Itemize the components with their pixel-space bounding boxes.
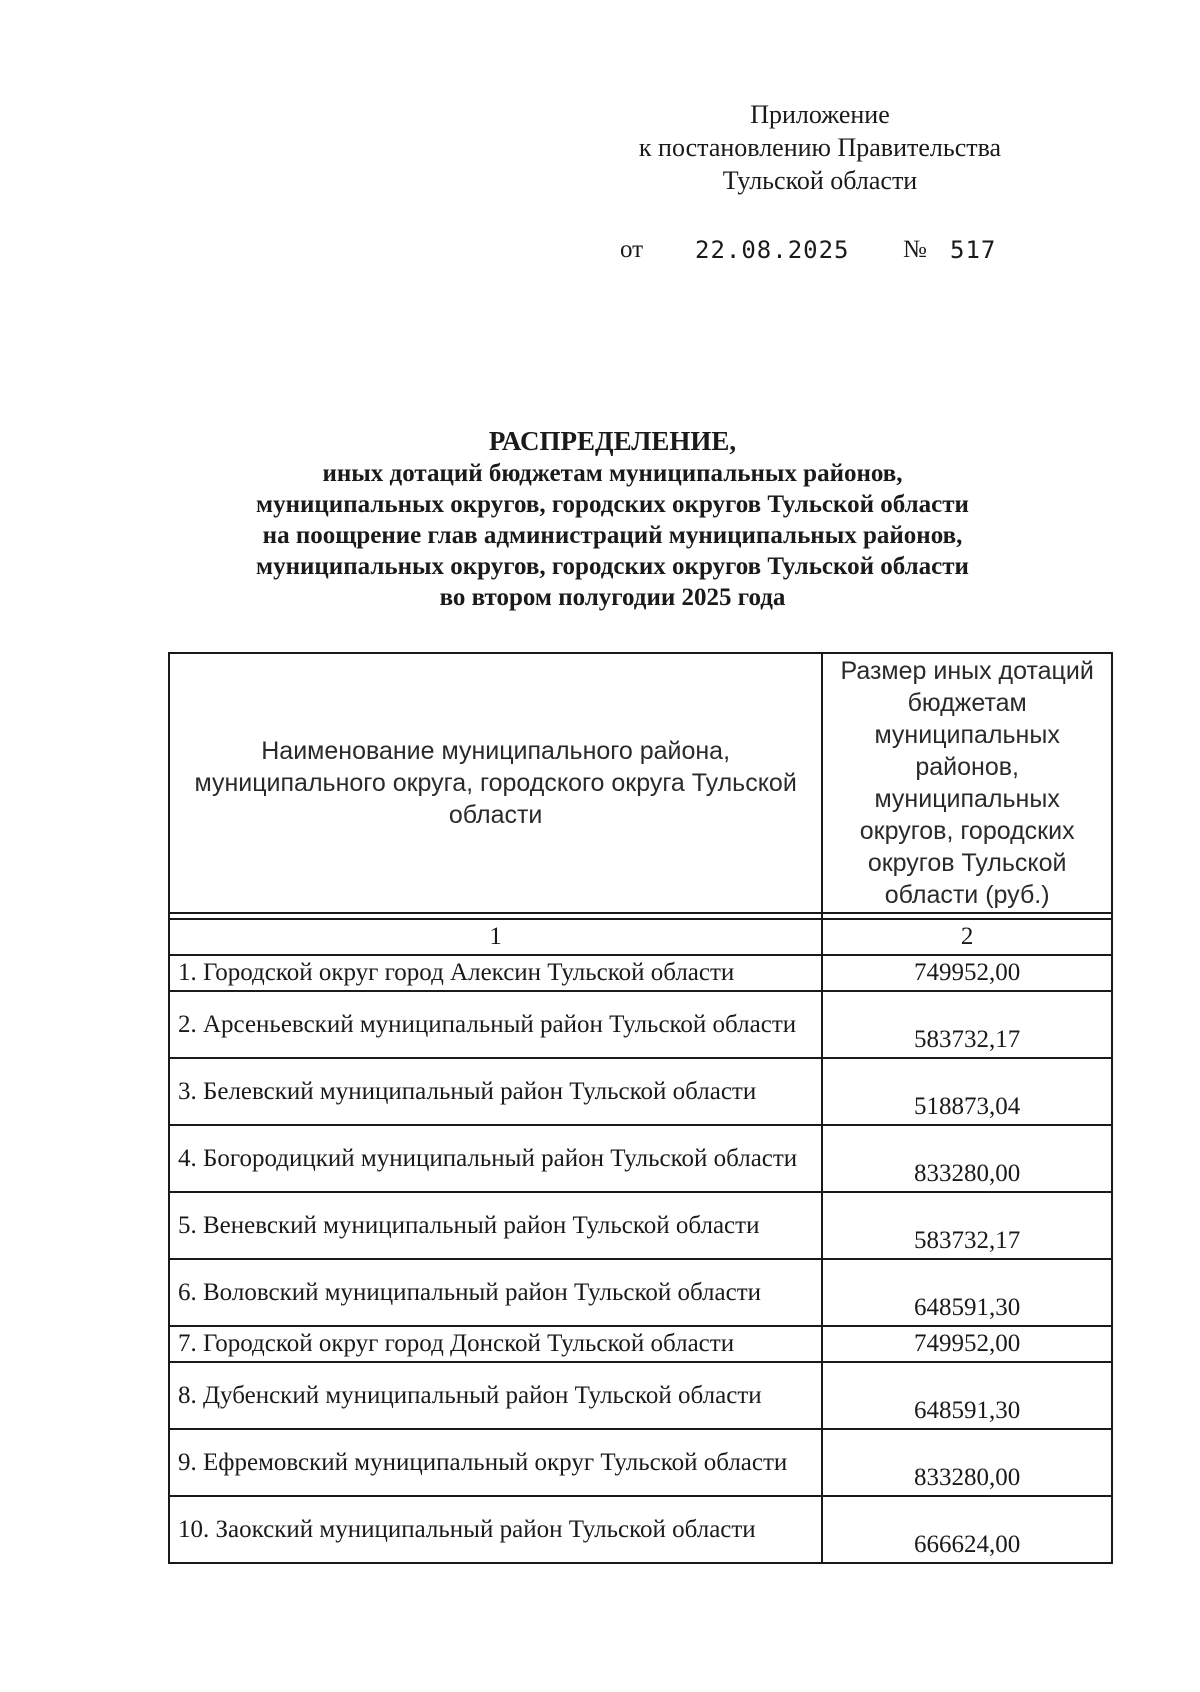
table-row — [169, 955, 1112, 991]
title-line: во втором полугодии 2025 года — [439, 584, 786, 611]
column-header-amount: Размер иных дотаций бюджетам муниципальных районов, муниципальных округов, городских округов Тульской области (руб.) — [822, 653, 1112, 913]
title-line: иных дотаций бюджетам муниципальных районов, — [322, 460, 903, 487]
row-name: 7. Городской округ город Донской Тульской области — [169, 1326, 822, 1362]
column-header-name: Наименование муниципального района, муниципального округа, городского округа Тульской области — [169, 653, 822, 913]
row-amount: 749952,00 — [822, 1326, 1112, 1362]
table-row — [169, 1429, 1112, 1496]
row-amount: 583732,17 — [822, 1192, 1112, 1259]
table-row — [169, 1326, 1112, 1362]
title-line: муниципальных округов, городских округов Тульской области — [256, 491, 969, 518]
row-name: 3. Белевский муниципальный район Тульской области — [169, 1058, 822, 1125]
row-name: 6. Воловский муниципальный район Тульской области — [169, 1259, 822, 1326]
title-line: на поощрение глав администраций муниципальных районов, — [262, 522, 963, 549]
row-name: 10. Заокский муниципальный район Тульской области — [169, 1496, 822, 1563]
row-amount: 583732,17 — [822, 991, 1112, 1058]
column-number-2: 2 — [822, 919, 1112, 955]
table-row — [169, 1192, 1112, 1259]
from-label: от — [620, 236, 644, 263]
row-amount: 833280,00 — [822, 1125, 1112, 1192]
table-row — [169, 1362, 1112, 1429]
row-name: 5. Веневский муниципальный район Тульской области — [169, 1192, 822, 1259]
table-row — [169, 1496, 1112, 1563]
table-header-row — [169, 653, 1112, 913]
table-row — [169, 1058, 1112, 1125]
row-name: 1. Городской округ город Алексин Тульской области — [169, 955, 822, 991]
row-amount: 518873,04 — [822, 1058, 1112, 1125]
document-date: 22.08.2025 — [695, 236, 850, 264]
row-amount: 648591,30 — [822, 1362, 1112, 1429]
table-row — [169, 1259, 1112, 1326]
number-sign: № — [903, 236, 927, 263]
row-amount: 833280,00 — [822, 1429, 1112, 1496]
column-number-1: 1 — [169, 919, 822, 955]
row-name: 2. Арсеньевский муниципальный район Тульской области — [169, 991, 822, 1058]
appendix-line: Приложение — [750, 100, 890, 129]
row-name: 8. Дубенский муниципальный район Тульской области — [169, 1362, 822, 1429]
document-number: 517 — [950, 236, 997, 264]
appendix-line: Тульской области — [722, 166, 918, 195]
appendix-line: к постановлению Правительства — [638, 133, 1002, 162]
distribution-table — [168, 652, 1113, 1564]
table-row — [169, 1125, 1112, 1192]
document-title — [160, 424, 1065, 613]
title-main: РАСПРЕДЕЛЕНИЕ, — [488, 426, 737, 456]
appendix-block — [600, 98, 1040, 197]
row-name: 9. Ефремовский муниципальный округ Тульской области — [169, 1429, 822, 1496]
row-name: 4. Богородицкий муниципальный район Тульской области — [169, 1125, 822, 1192]
column-number-row — [169, 919, 1112, 955]
row-amount: 749952,00 — [822, 955, 1112, 991]
row-amount: 648591,30 — [822, 1259, 1112, 1326]
row-amount: 666624,00 — [822, 1496, 1112, 1563]
title-line: муниципальных округов, городских округов Тульской области — [256, 553, 969, 580]
table-row — [169, 991, 1112, 1058]
